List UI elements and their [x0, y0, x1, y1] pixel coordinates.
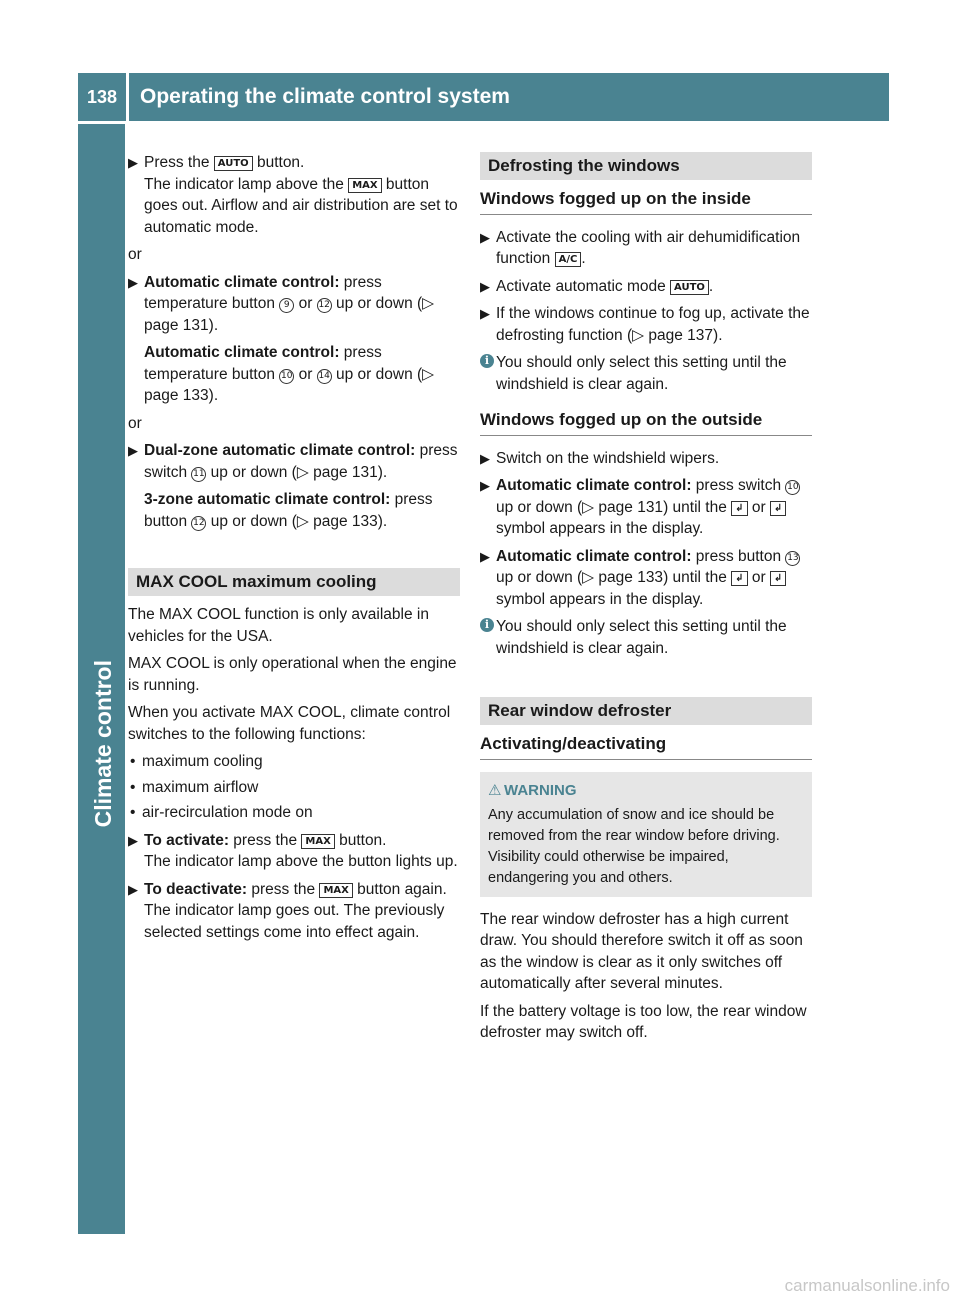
page-title: Operating the climate control system [140, 85, 510, 108]
ac-button-icon: A/C [555, 252, 582, 267]
warning-icon: ⚠ [488, 781, 502, 799]
step-auto-climate-temp: ▶ Automatic climate control: press temperature button 9 or 12 up or down (▷ page 131). [128, 273, 435, 334]
step-arrow-icon: ▶ [128, 274, 138, 290]
paragraph: The rear window defroster has a high current draw. You should therefore switch it off as soon as the window is clear as it only switches off automatically after several minutes. [480, 910, 803, 992]
airflow-windshield-footwell-icon: ↲ [770, 501, 786, 516]
paragraph: If the battery voltage is too low, the rear window defroster may switch off. [480, 1002, 807, 1041]
page-ref-link[interactable]: page 131 [144, 316, 209, 334]
step-arrow-icon: ▶ [128, 155, 138, 170]
subheading-activating: Activating/deactivating [480, 733, 812, 760]
left-column [128, 152, 460, 949]
bullet-icon: • [130, 804, 136, 821]
page-ref-link[interactable]: page 131 [598, 498, 664, 516]
step-arrow-icon: ▶ [480, 478, 490, 493]
step-defrost-function: ▶ If the windows continue to fog up, activate the defrosting function (▷ page 137). [480, 305, 810, 344]
right-column [480, 152, 812, 1050]
button-number-icon: 12 [191, 516, 206, 531]
page-ref-icon: ▷ [422, 365, 435, 383]
step-arrow-icon: ▶ [480, 278, 490, 294]
airflow-windshield-icon: ↲ [731, 501, 747, 516]
auto-button-icon: AUTO [214, 156, 253, 171]
substep-3-zone: 3-zone automatic climate control: press button 12 up or down (▷ page 133). [144, 491, 433, 530]
section-heading-rear-defroster: Rear window defroster [480, 697, 812, 725]
step-dual-zone: ▶ Dual-zone automatic climate control: press switch 11 up or down (▷ page 131). [128, 442, 458, 481]
page-number: 138 [86, 87, 118, 107]
list-item: • air-recirculation mode on [128, 802, 460, 824]
step-activate-cooling: ▶ Activate the cooling with air dehumidification function A/C . [480, 228, 801, 267]
page-ref-icon: ▷ [632, 326, 645, 344]
step-arrow-icon: ▶ [480, 548, 490, 564]
step-auto-climate-switch: ▶ Automatic climate control: press switch 10 up or down (▷ page 131) until the ↲ or ↲ symbol appears in the display. [480, 477, 799, 537]
warning-text: Any accumulation of snow and ice should be removed from the rear window before driving. Visibility could otherwise be impaired, endangering you and others. [488, 806, 780, 886]
page-ref-link[interactable]: page 133 [144, 387, 209, 404]
button-number-icon: 11 [191, 467, 206, 482]
paragraph: When you activate MAX COOL, climate control switches to the following functions: [128, 704, 451, 743]
page-ref-link[interactable]: page 131 [313, 463, 378, 481]
subheading-outside: Windows fogged up on the outside [480, 409, 812, 436]
page-ref-icon: ▷ [582, 498, 595, 516]
button-number-icon: 14 [317, 369, 332, 384]
info-icon: i [480, 618, 494, 632]
chapter-tab-label: Climate control [90, 660, 116, 828]
page-ref-icon: ▷ [422, 295, 435, 312]
button-number-icon: 10 [785, 480, 800, 495]
button-number-icon: 9 [279, 298, 294, 313]
page-ref-link[interactable]: page 133 [313, 512, 378, 530]
button-number-icon: 10 [279, 369, 294, 384]
bullet-icon: • [130, 753, 136, 770]
auto-button-icon: AUTO [670, 280, 709, 295]
page-ref-link[interactable]: page 137 [648, 326, 714, 344]
page-ref-icon: ▷ [582, 569, 595, 586]
step-auto-climate-button: ▶ Automatic climate control: press button 13 up or down (▷ page 133) until the ↲ or ↲ symbol appears in the display. [480, 547, 799, 608]
page-ref-icon: ▷ [296, 512, 309, 530]
page-ref-link[interactable]: page 133 [598, 569, 664, 586]
info-icon: i [480, 354, 494, 368]
step-arrow-icon: ▶ [480, 306, 490, 321]
or-text: or [128, 414, 142, 432]
step-arrow-icon: ▶ [128, 443, 138, 458]
info-note: i You should only select this setting until the windshield is clear again. [480, 352, 812, 395]
section-heading-max-cool: MAX COOL maximum cooling [128, 568, 460, 596]
bullet-icon: • [130, 778, 136, 796]
step-deactivate: ▶ To deactivate: press the MAX button again. The indicator lamp goes out. The previously selected settings come into effect again. [128, 880, 447, 941]
subheading-inside: Windows fogged up on the inside [480, 188, 812, 215]
button-number-icon: 12 [317, 298, 332, 313]
page-ref-icon: ▷ [296, 463, 309, 481]
step-arrow-icon: ▶ [128, 832, 138, 848]
info-note: i You should only select this setting until the windshield is clear again. [480, 616, 812, 659]
list-item: • maximum airflow [128, 777, 460, 799]
step-activate-auto: ▶ Activate automatic mode AUTO . [480, 276, 812, 298]
or-text: or [128, 246, 142, 263]
paragraph: MAX COOL is only operational when the engine is running. [128, 655, 457, 694]
airflow-windshield-icon: ↲ [731, 571, 747, 586]
step-arrow-icon: ▶ [480, 450, 490, 466]
footer-watermark: carmanualsonline.info [784, 1276, 950, 1295]
max-cool-button-icon: MAX [319, 883, 352, 898]
header-divider [126, 73, 129, 121]
step-wipers: ▶ Switch on the windshield wipers. [480, 448, 812, 470]
step-press-auto: ▶ Press the AUTO button. The indicator lamp above the MAX button goes out. Airflow and air distribution are set to automatic mode. [128, 154, 458, 236]
max-cool-button-icon: MAX [301, 834, 334, 849]
airflow-windshield-footwell-icon: ↲ [770, 571, 786, 586]
warning-title: ⚠ WARNING [488, 781, 577, 799]
step-activate: ▶ To activate: press the MAX button. The indicator lamp above the button lights up. [128, 831, 458, 870]
list-item: • maximum cooling [128, 751, 460, 773]
defrost-max-button-icon: MAX [348, 178, 381, 193]
section-heading-defrosting: Defrosting the windows [480, 152, 812, 180]
step-arrow-icon: ▶ [480, 229, 490, 245]
step-arrow-icon: ▶ [128, 881, 138, 897]
warning-box [480, 772, 812, 897]
substep-auto-climate-temp: Automatic climate control: press temperature button 10 or 14 up or down (▷ page 133). [144, 344, 435, 404]
paragraph: The MAX COOL function is only available in vehicles for the USA. [128, 606, 429, 645]
button-number-icon: 13 [785, 551, 800, 566]
